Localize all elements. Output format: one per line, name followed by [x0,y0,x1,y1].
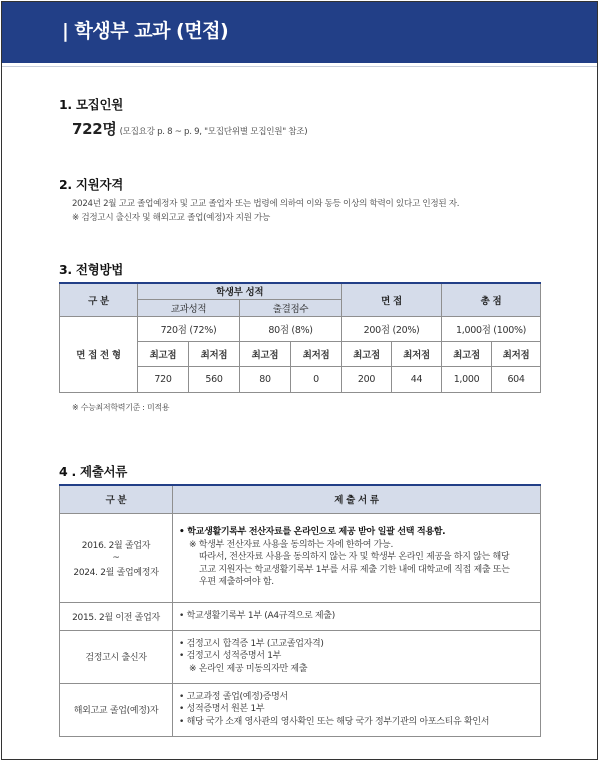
max-label: 최고점 [342,341,392,366]
section-3-title: 3. 전형방법 [59,262,123,277]
category-overseas: 해외고교 졸업(예정)자 [60,683,173,736]
documents-ged: • 검정고시 합격증 1부 (고교졸업자격) • 검정고시 성적증명서 1부 ※ 온라인 제공 미동의자만 제출 [173,630,541,683]
documents-overseas: • 고교과정 졸업(예정)증명서 • 성적증명서 원본 1부 • 해당 국가 소재 영사관의 영사확인 또는 해당 국가 정부기관의 아포스티유 확인서 [173,683,541,736]
recruit-note: (모집요강 p. 8 ~ p. 9, "모집단위별 모집인원" 참조) [119,127,308,137]
category-2016-2024: 2016. 2월 졸업자 ~ 2024. 2월 졸업예정자 [60,513,173,602]
header-gubun: 구 분 [60,283,138,316]
documents-before-2015: • 학교생활기록부 1부 (A4규격으로 제출) [173,602,541,630]
max-label: 최고점 [442,341,492,366]
grade-min: 560 [189,366,240,392]
header-total: 총 점 [442,283,541,316]
min-label: 최저점 [492,341,541,366]
row-label-interview: 면 접 전 형 [60,316,138,392]
header-record: 학생부 성적 [138,283,342,299]
recruit-count: 722명 [72,120,117,138]
max-label: 최고점 [138,341,189,366]
header-divider [2,66,597,67]
section-4-title: 4 . 제출서류 [59,464,128,479]
total-score: 1,000점 (100%) [442,316,541,341]
header-gubun: 구 분 [60,485,173,513]
header-attendance: 출결점수 [240,299,342,316]
csat-note: ※ 수능최저학력기준 : 미적용 [72,403,170,412]
category-before-2015: 2015. 2월 이전 졸업자 [60,602,173,630]
interview-score: 200점 (20%) [342,316,442,341]
documents-2016-2024: • 학교생활기록부 전산자료를 온라인으로 제공 받아 일괄 선택 적용함. ※ 학생부 전산자료 사용을 동의하는 자에 한하여 가능. 따라서, 전산자료 사용을 동의하지 않는 자 및 학생부 온라인 제공을 하지 않는 해당 고교 지원자는 학교생활기록부 1부를 서류 제출 기한 내에 대학교에 직접 제출 또는 우편 제출하여야 함. [173,513,541,602]
interview-max: 200 [342,366,392,392]
min-label: 최저점 [189,341,240,366]
header-documents: 제 출 서 류 [173,485,541,513]
page-header [2,2,597,63]
min-label: 최저점 [392,341,442,366]
attendance-max: 80 [240,366,291,392]
total-min: 604 [492,366,541,392]
section-1-title: 1. 모집인원 [59,97,123,112]
eligibility-text: 2024년 2월 고교 졸업예정자 및 고교 졸업자 또는 법령에 의하여 이와 동등 이상의 학력이 있다고 인정된 자. [72,199,460,209]
attendance-min: 0 [291,366,342,392]
recruit-info [72,118,307,139]
header-interview: 면 접 [342,283,442,316]
eligibility-note: ※ 검정고시 출신자 및 해외고교 졸업(예정)자 지원 가능 [72,213,271,223]
attendance-score: 80점 (8%) [240,316,342,341]
interview-min: 44 [392,366,442,392]
documents-table [59,484,541,737]
min-label: 최저점 [291,341,342,366]
selection-method-table [59,282,541,393]
header-grade: 교과성적 [138,299,240,316]
section-2-title: 2. 지원자격 [59,177,123,192]
grade-max: 720 [138,366,189,392]
max-label: 최고점 [240,341,291,366]
total-max: 1,000 [442,366,492,392]
grade-score: 720점 (72%) [138,316,240,341]
category-ged: 검정고시 출신자 [60,630,173,683]
page-title: | 학생부 교과 (면접) [62,20,229,42]
